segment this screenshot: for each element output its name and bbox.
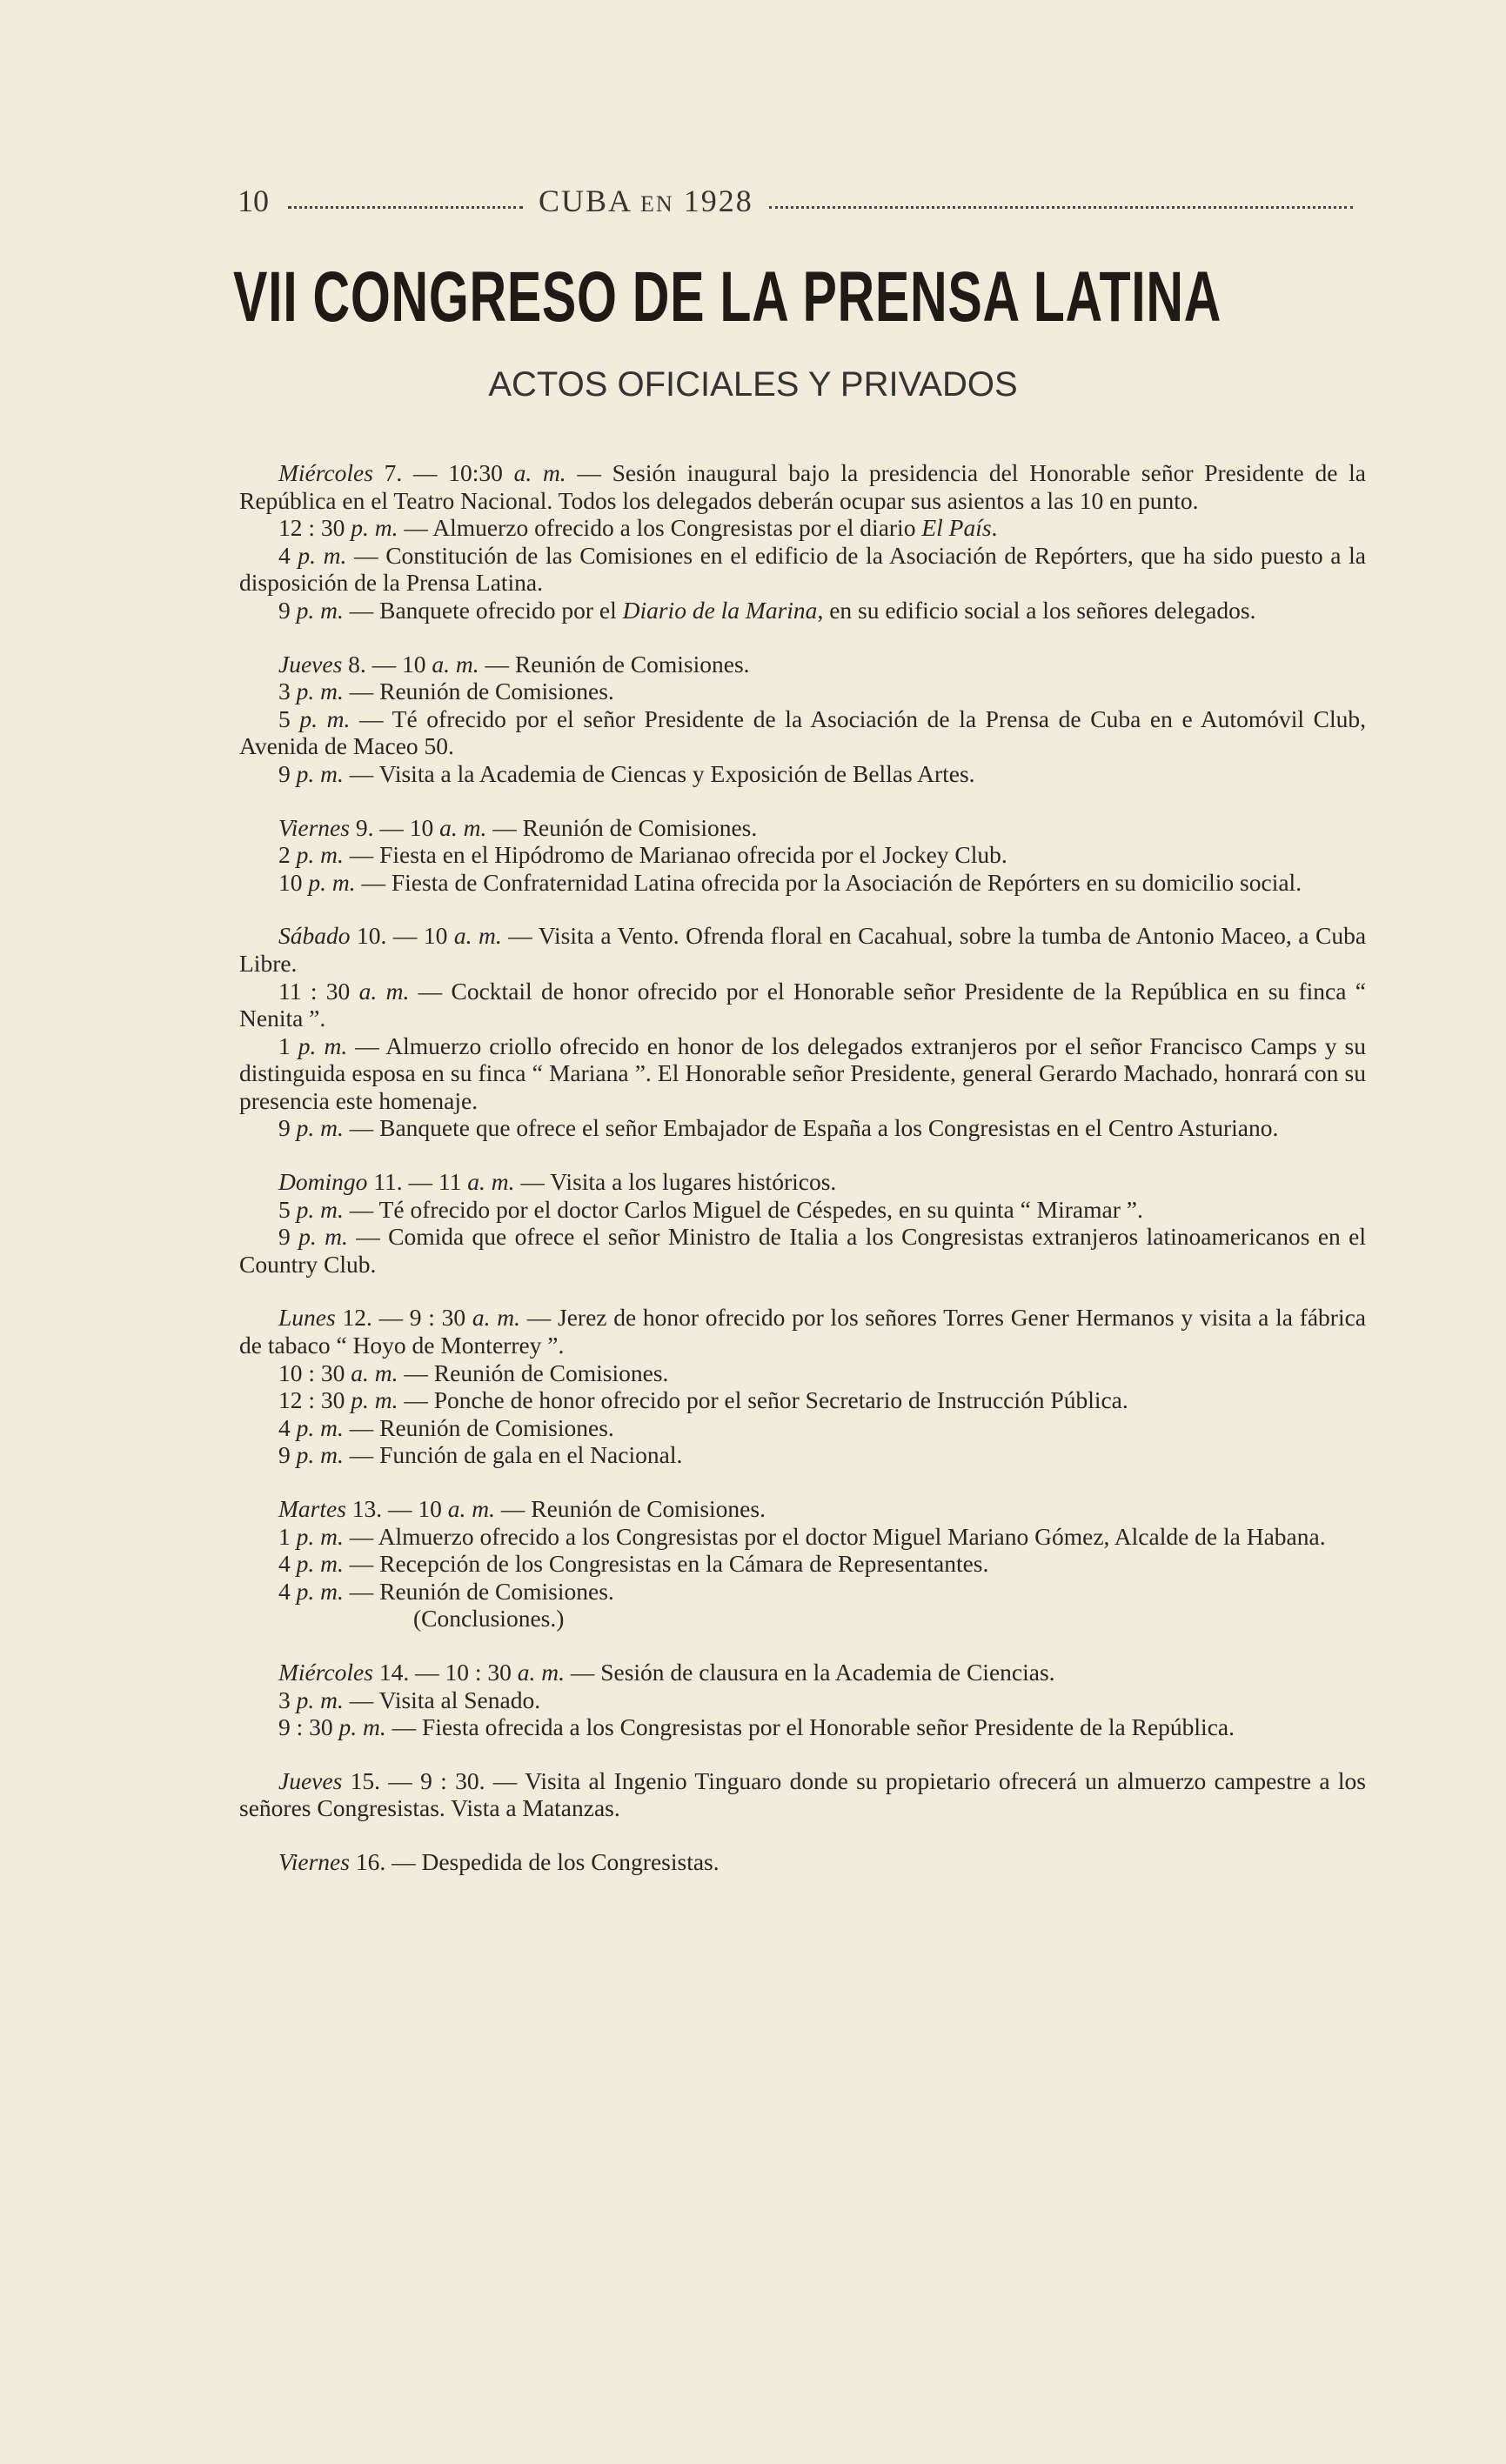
schedule-entry (239, 705, 1366, 760)
entry-text: — Función de gala en el Nacional. (343, 1441, 683, 1469)
entry-time: 9 (278, 759, 291, 787)
entry-day: Martes (278, 1495, 346, 1522)
schedule-entry (239, 1032, 1366, 1115)
entry-tail: . (991, 514, 998, 542)
entry-text: — Ponche de honor ofrecido por el señor Secretario de Instrucción Pública. (398, 1386, 1128, 1414)
entry-text: — Fiesta ofrecida a los Congresistas por el Honorable señor Presidente de la República. (385, 1713, 1235, 1741)
entry-meridiem: p. m. (296, 678, 344, 705)
entry-time: 9 : 30 (278, 1713, 333, 1741)
entry-meridiem: p. m. (296, 1686, 344, 1713)
entry-meridiem: p. m. (296, 1195, 344, 1223)
entry-day: Lunes (278, 1304, 336, 1332)
entry-date-time: 10. — 10 (357, 922, 448, 950)
entry-note: (Conclusiones.) (413, 1605, 565, 1633)
entry-meridiem: p. m. (296, 1441, 344, 1469)
entry-date-time: 15. — 9 : 30. (350, 1766, 485, 1794)
entry-text: — Comida que ofrece el señor Ministro de Italia a los Congresistas extranjeros latinoamericanos en el Country Club. (239, 1223, 1366, 1278)
entry-text: — Almuerzo ofrecido a los Congresistas por el doctor Miguel Mariano Gómez, Alcalde de la Habana. (343, 1522, 1326, 1550)
entry-meridiem: p. m. (351, 514, 398, 542)
running-head (238, 183, 1369, 219)
schedule-entry (239, 869, 1366, 897)
entry-meridiem: p. m. (298, 1032, 348, 1059)
schedule-entry (239, 597, 1366, 624)
entry-time: 11 : 30 (278, 977, 351, 1005)
entry-date-time: 11. — 11 (373, 1168, 462, 1196)
entry-meridiem: a. m. (472, 1304, 521, 1332)
entry-time: 1 (278, 1522, 291, 1550)
schedule-entry (239, 1196, 1366, 1224)
schedule-entry (239, 1686, 1366, 1714)
entry-time: 12 : 30 (278, 514, 345, 542)
schedule-entry (239, 1495, 1366, 1523)
entry-text: — Visita al Ingenio Tinguaro donde su propietario ofrecerá un almuerzo campestre a los señores Congresistas. Vista a Matanzas. (239, 1766, 1366, 1822)
entry-text: — Visita a la Academia de Ciencas y Exposición de Bellas Artes. (343, 759, 975, 787)
schedule-entry (239, 760, 1366, 788)
schedule-entry (239, 1414, 1366, 1442)
entry-text: — Despedida de los Congresistas. (385, 1847, 720, 1875)
entry-time: 4 (278, 1577, 291, 1605)
entry-time: 10 (278, 868, 303, 896)
page-title: VII CONGRESO DE LA PRENSA LATINA (233, 257, 1222, 337)
entry-day: Jueves (278, 1766, 343, 1794)
schedule-entry (239, 1713, 1366, 1741)
entry-time: 5 (278, 1195, 291, 1223)
ornamental-rule-left (288, 194, 523, 209)
entry-text: — Reunión de Comisiones. (398, 1359, 669, 1386)
entry-text: — Almuerzo criollo ofrecido en honor de los delegados extranjeros por el señor Francisco Camps y su distinguida esposa en su finca “ Mariana ”. El Honorable señor Presidente, general Gerardo Machado, honrará con su presencia este homenaje. (239, 1032, 1366, 1114)
entry-italic-name: Diario de la Marina (622, 596, 818, 624)
entry-text: — Visita a Vento. Ofrenda floral en Cacahual, sobre la tumba de Antonio Maceo, a Cuba Libre. (239, 922, 1367, 977)
entry-date-time: 12. — 9 : 30 (342, 1304, 466, 1332)
entry-time: 9 (278, 1114, 291, 1142)
entry-meridiem: p. m. (296, 1413, 344, 1441)
entry-text: — Visita a los lugares históricos. (514, 1168, 837, 1196)
entry-text: — Reunión de Comisiones. (486, 813, 758, 841)
schedule-entry (239, 1550, 1366, 1578)
entry-time: 9 (278, 1223, 291, 1251)
entry-text: — Sesión inaugural bajo la presidencia del Honorable señor Presidente de la República en el Teatro Nacional. Todos los delegados deberán ocupar sus asientos a las 10 en punto. (239, 459, 1366, 514)
entry-text: — Banquete ofrecido por el (343, 596, 623, 624)
schedule-entry (239, 1523, 1366, 1551)
entry-text: — Reunión de Comisiones. (343, 678, 614, 705)
entry-meridiem: a. m. (358, 977, 410, 1005)
entry-meridiem: a. m. (439, 813, 487, 841)
entry-meridiem: p. m. (296, 1114, 344, 1142)
entry-time: 5 (278, 704, 291, 732)
entry-text: — Constitución de las Comisiones en el edificio de la Asociación de Repórters, que ha sido puesto a la disposición de la Prensa Latina. (239, 541, 1367, 597)
entry-day: Viernes (278, 1847, 350, 1875)
schedule-entry (239, 922, 1366, 977)
entry-text: — Fiesta de Confraternidad Latina ofrecida por la Asociación de Repórters en su domicilio social. (355, 868, 1302, 896)
entry-meridiem: p. m. (298, 541, 347, 569)
entry-date-time: 13. — 10 (351, 1495, 442, 1522)
entry-date-time: 7. — 10:30 (384, 459, 503, 486)
schedule-entry (239, 514, 1366, 542)
entry-time: 9 (278, 596, 291, 624)
schedule-entry (239, 678, 1366, 705)
entry-meridiem: p. m. (296, 1550, 344, 1578)
entry-meridiem: a. m. (513, 459, 566, 486)
running-title: CUBA EN 1928 (539, 184, 753, 218)
schedule-entry (239, 1441, 1366, 1469)
entry-date-time: 9. — 10 (355, 813, 434, 841)
entry-italic-name: El País (921, 514, 992, 542)
schedule-entry (239, 814, 1366, 842)
entry-meridiem: p. m. (296, 596, 344, 624)
schedule-entry (239, 978, 1366, 1032)
entry-text: — Reunión de Comisiones. (343, 1577, 614, 1605)
entry-meridiem: p. m. (351, 1386, 398, 1414)
entry-meridiem: a. m. (351, 1359, 398, 1386)
entry-time: 2 (278, 841, 291, 869)
entry-meridiem: a. m. (447, 1495, 496, 1522)
entry-meridiem: p. m. (299, 704, 351, 732)
entry-day: Miércoles (278, 459, 373, 486)
schedule-entry (239, 1386, 1366, 1414)
entry-time: 3 (278, 678, 291, 705)
entry-time: 3 (278, 1686, 291, 1713)
page-subtitle: ACTOS OFICIALES Y PRIVADOS (488, 365, 1018, 404)
entry-time: 4 (278, 541, 291, 569)
entry-text: — Té ofrecido por el señor Presidente de la Asociación de la Prensa de Cuba en e Automóvil Club, Avenida de Maceo 50. (239, 704, 1366, 760)
schedule-entry (239, 1168, 1366, 1196)
entry-text: — Recepción de los Congresistas en la Cámara de Representantes. (343, 1550, 989, 1578)
entry-text: — Cocktail de honor ofrecido por el Honorable señor Presidente de la República en su finca “ Nenita ”. (239, 977, 1366, 1032)
entry-time: 10 : 30 (278, 1359, 345, 1386)
entry-meridiem: a. m. (432, 650, 479, 678)
schedule-entry (239, 1359, 1366, 1387)
entry-meridiem: a. m. (517, 1658, 565, 1686)
entry-text: — Reunión de Comisiones. (343, 1413, 614, 1441)
entry-text: — Reunión de Comisiones. (479, 650, 750, 678)
schedule-entry (239, 1848, 1366, 1876)
schedule-entry (239, 1114, 1366, 1142)
entry-meridiem: p. m. (296, 1522, 344, 1550)
entry-day: Sábado (278, 922, 351, 950)
entry-meridiem: a. m. (453, 922, 502, 950)
entry-text: — Visita al Senado. (343, 1686, 541, 1713)
entry-day: Jueves (278, 650, 343, 678)
entry-text: — Jerez de honor ofrecido por los señores Torres Gener Hermanos y visita a la fábrica de tabaco “ Hoyo de Monterrey ”. (239, 1304, 1367, 1359)
entry-text: — Té ofrecido por el doctor Carlos Miguel de Céspedes, en su quinta “ Miramar ”. (343, 1195, 1143, 1223)
schedule-entry (239, 459, 1366, 514)
schedule-entry (239, 1605, 1366, 1633)
schedule-entry (239, 841, 1366, 869)
entry-meridiem: p. m. (296, 759, 344, 787)
entry-text: — Banquete que ofrece el señor Embajador de España a los Congresistas en el Centro Asturiano. (343, 1114, 1279, 1142)
schedule-body (239, 459, 1366, 1876)
ornamental-rule-right (769, 194, 1353, 209)
schedule-entry (239, 651, 1366, 678)
entry-text: — Sesión de clausura en la Academia de Ciencias. (564, 1658, 1055, 1686)
entry-day: Domingo (278, 1168, 368, 1196)
entry-tail: , en su edificio social a los señores delegados. (817, 596, 1256, 624)
entry-date-time: 16. (355, 1847, 386, 1875)
entry-date-time: 8. — 10 (348, 650, 426, 678)
entry-meridiem: p. m. (338, 1713, 386, 1741)
entry-day: Viernes (278, 813, 350, 841)
page-number: 10 (238, 184, 269, 218)
entry-time: 4 (278, 1413, 291, 1441)
entry-text: — Fiesta en el Hipódromo de Marianao ofrecida por el Jockey Club. (343, 841, 1007, 869)
entry-meridiem: a. m. (467, 1168, 515, 1196)
entry-time: 9 (278, 1441, 291, 1469)
schedule-entry (239, 1578, 1366, 1606)
entry-meridiem: p. m. (298, 1223, 348, 1251)
entry-meridiem: p. m. (296, 1577, 344, 1605)
entry-time: 1 (278, 1032, 291, 1059)
entry-meridiem: p. m. (308, 868, 356, 896)
entry-meridiem: p. m. (296, 841, 344, 869)
entry-time: 12 : 30 (278, 1386, 345, 1414)
entry-text: — Almuerzo ofrecido a los Congresistas por el diario (398, 514, 922, 542)
entry-text: — Reunión de Comisiones. (495, 1495, 766, 1522)
entry-date-time: 14. — 10 : 30 (378, 1658, 512, 1686)
entry-time: 4 (278, 1550, 291, 1578)
schedule-entry (239, 1304, 1366, 1359)
schedule-entry (239, 1223, 1366, 1278)
schedule-entry (239, 1767, 1366, 1822)
schedule-entry (239, 1659, 1366, 1686)
schedule-entry (239, 542, 1366, 597)
entry-day: Miércoles (278, 1658, 373, 1686)
